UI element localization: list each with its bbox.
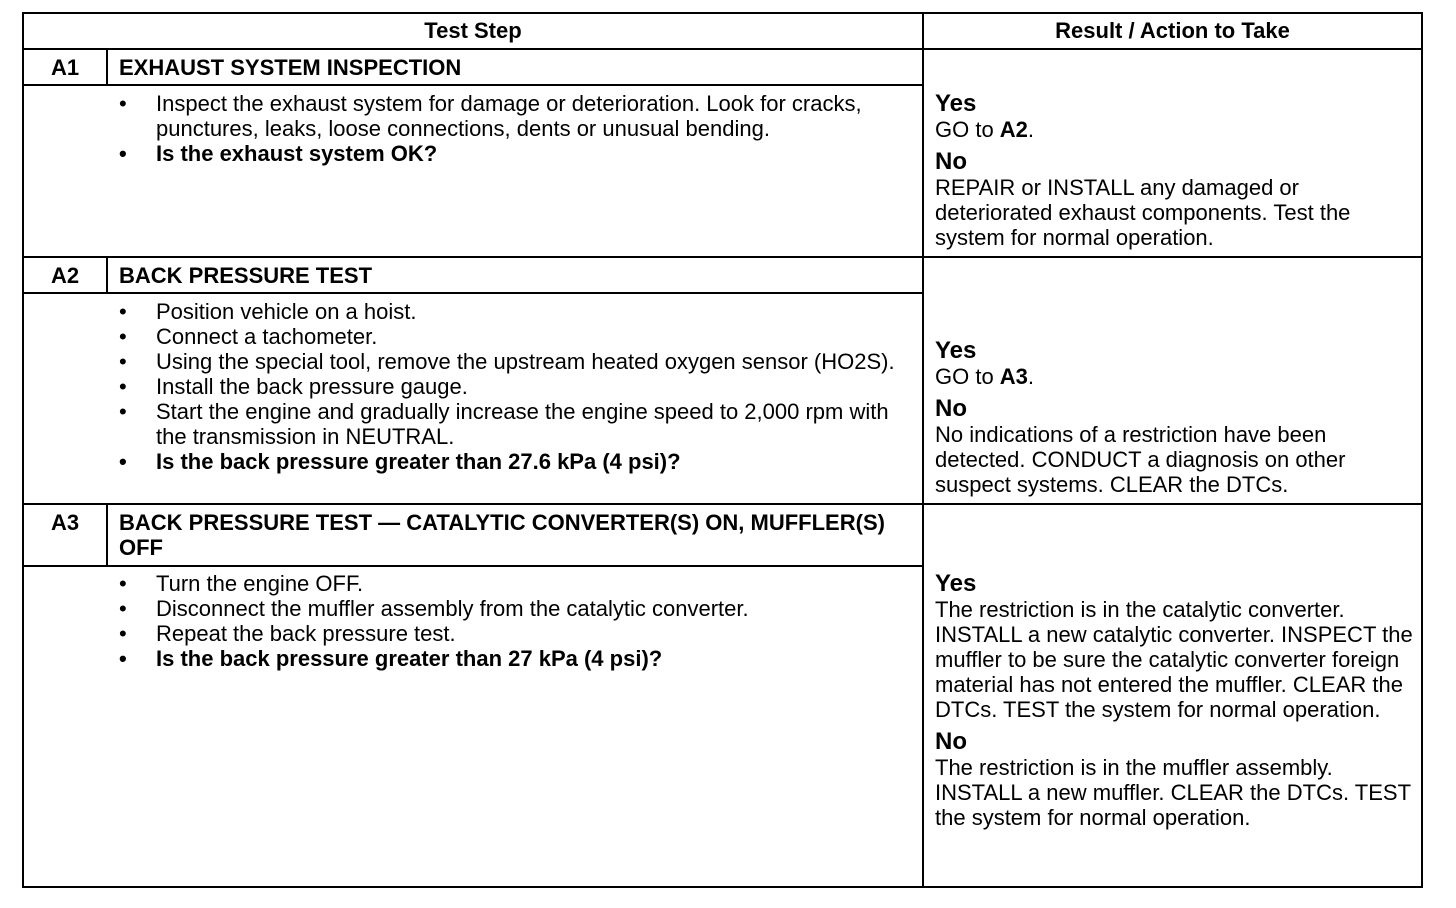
yes-label-a1: Yes — [935, 90, 977, 117]
no-action-a1: REPAIR or INSTALL any damaged or deteriorated exhaust components. Test the system for normal operation. — [935, 175, 1351, 250]
step-question-a1: • Is the exhaust system OK? — [119, 141, 909, 166]
yes-suffix-a2: . — [1027, 364, 1035, 389]
yes-suffix-a1: . — [1027, 117, 1035, 142]
list-item: • Repeat the back pressure test. — [119, 621, 909, 646]
header-divider — [24, 48, 1421, 50]
step-list-a2 — [119, 299, 909, 474]
step-list-a3 — [119, 571, 909, 671]
no-label-a3: No — [935, 728, 967, 755]
id-divider-a2 — [106, 258, 108, 293]
yes-action-a1 — [935, 117, 1421, 142]
goto-link-a3: A3 — [999, 364, 1028, 389]
no-label-a1: No — [935, 148, 967, 175]
step-title-a3: BACK PRESSURE TEST — CATALYTIC CONVERTER(S) ON, MUFFLER(S) OFF — [119, 510, 885, 560]
yes-label-a2: Yes — [935, 337, 977, 364]
result-a1 — [935, 90, 1421, 250]
diagnostic-table — [22, 12, 1423, 888]
title-divider-a3 — [24, 565, 922, 567]
yes-action-a2 — [935, 364, 1421, 389]
list-item: • Disconnect the muffler assembly from the catalytic converter. — [119, 596, 909, 621]
row-divider-a2 — [24, 503, 1421, 505]
no-action-a2: No indications of a restriction have been detected. CONDUCT a diagnosis on other suspect systems. CLEAR the DTCs. — [935, 422, 1346, 497]
step-id-a1: A1 — [50, 55, 80, 80]
no-action-a3: The restriction is in the muffler assembly. INSTALL a new muffler. CLEAR the DTCs. TEST the system for normal operation. — [935, 755, 1411, 830]
list-item: • Position vehicle on a hoist. — [119, 299, 909, 324]
id-divider-a1 — [106, 50, 108, 85]
list-item: • Inspect the exhaust system for damage or deterioration. Look for cracks, punctures, leaks, loose connections, dents or unusual bending. — [119, 91, 909, 141]
list-item: • Using the special tool, remove the upstream heated oxygen sensor (HO2S). — [119, 349, 909, 374]
step-title-a1: EXHAUST SYSTEM INSPECTION — [119, 55, 462, 80]
yes-label-a3: Yes — [935, 570, 977, 597]
header-test-step: Test Step — [424, 18, 522, 43]
yes-prefix-a1: GO to — [935, 117, 1000, 142]
result-a3 — [935, 570, 1421, 830]
list-item: • Start the engine and gradually increase the engine speed to 2,000 rpm with the transmission in NEUTRAL. — [119, 399, 909, 449]
yes-prefix-a2: GO to — [935, 364, 1000, 389]
yes-action-a3: The restriction is in the catalytic converter. INSTALL a new catalytic converter. INSPECT the muffler to be sure the catalytic converter foreign material has not entered the muffler. CLEAR the DTCs. TEST the system for normal operation. — [935, 597, 1413, 722]
list-item: • Turn the engine OFF. — [119, 571, 909, 596]
step-id-a2: A2 — [50, 263, 80, 288]
step-question-a2: • Is the back pressure greater than 27.6 kPa (4 psi)? — [119, 449, 909, 474]
step-id-a3: A3 — [50, 510, 80, 535]
no-label-a2: No — [935, 395, 967, 422]
header-result-action: Result / Action to Take — [1055, 18, 1290, 43]
step-question-a3: • Is the back pressure greater than 27 kPa (4 psi)? — [119, 646, 909, 671]
column-divider — [922, 14, 924, 886]
row-divider-a1 — [24, 256, 1421, 258]
goto-link-a2: A2 — [999, 117, 1028, 142]
result-a2 — [935, 337, 1421, 497]
list-item: • Connect a tachometer. — [119, 324, 909, 349]
list-item: • Install the back pressure gauge. — [119, 374, 909, 399]
id-divider-a3 — [106, 505, 108, 566]
step-title-a2: BACK PRESSURE TEST — [119, 263, 373, 288]
title-divider-a2 — [24, 292, 922, 294]
step-list-a1 — [119, 91, 909, 166]
title-divider-a1 — [24, 84, 922, 86]
